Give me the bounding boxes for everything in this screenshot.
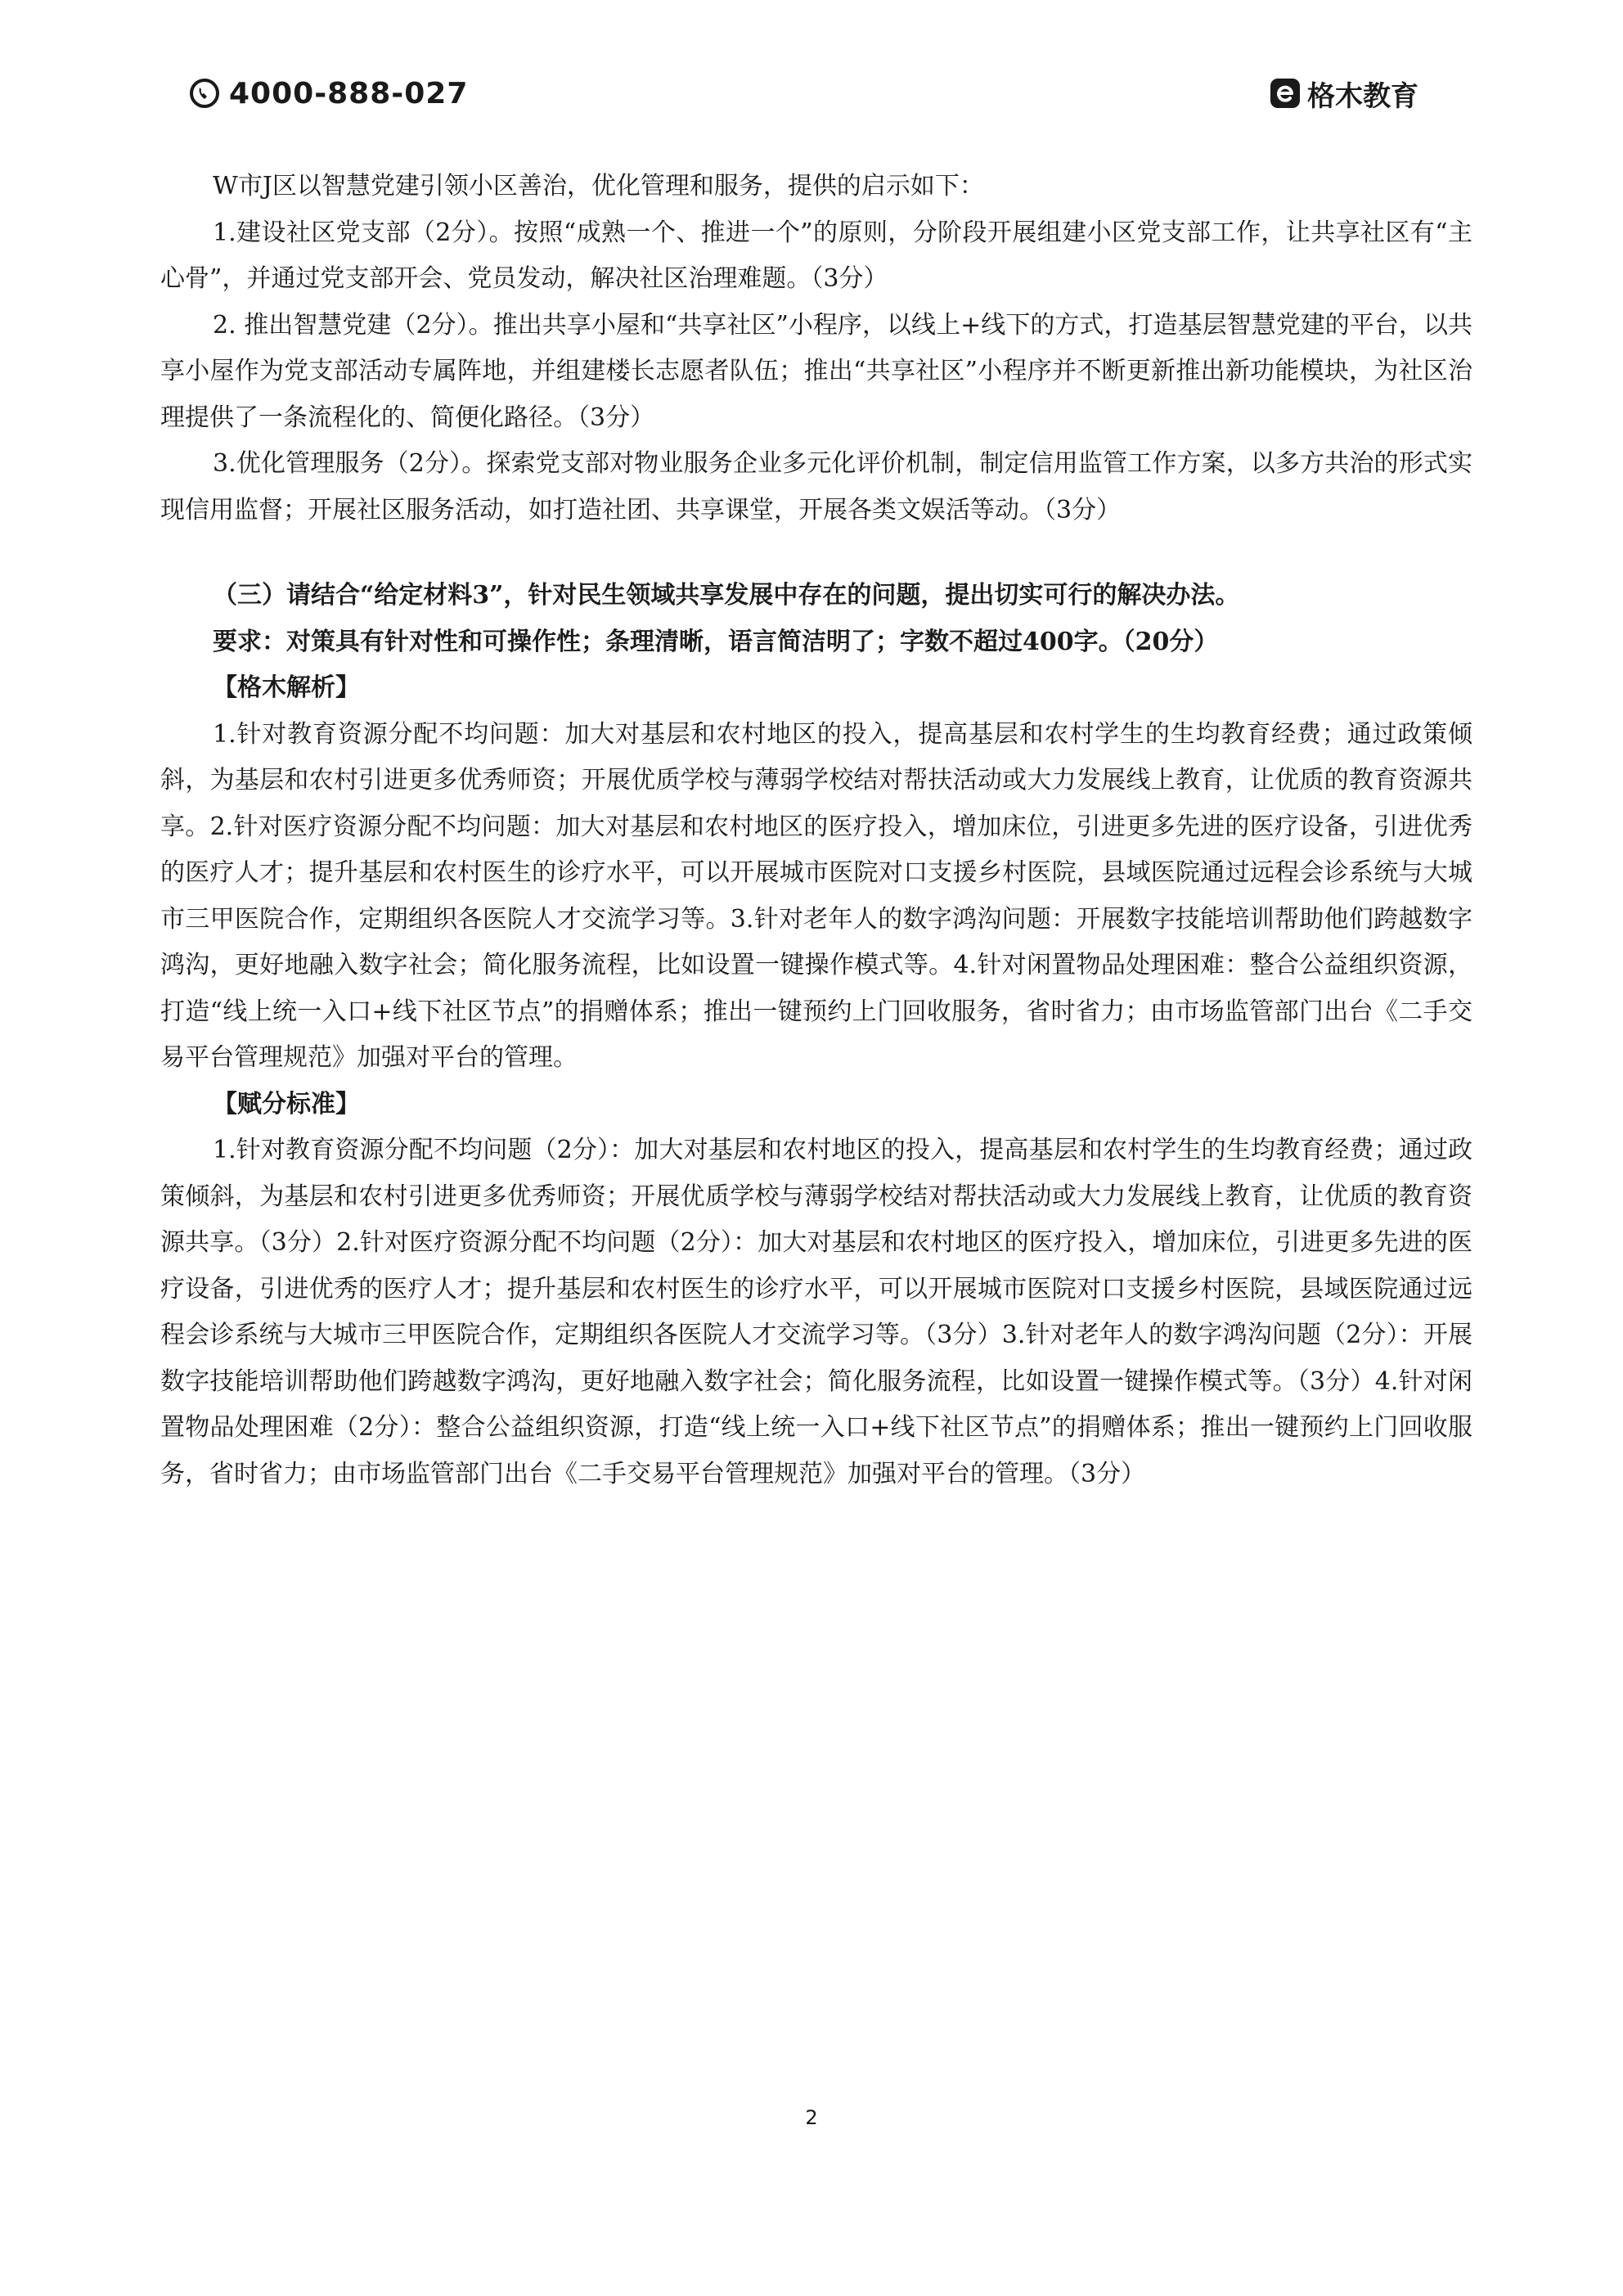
point-3-paragraph: 3.优化管理服务（2分）。探索党支部对物业服务企业多元化评价机制，制定信用监管工作方案，以多方共治的形式实现信用监督；开展社区服务活动，如打造社团、共享课堂，开展各类文娱活等动。（3分） — [160, 449, 1472, 524]
point-1-paragraph: 1.建设社区党支部（2分）。按照“成熟一个、推进一个”的原则，分阶段开展组建小区党支部工作，让共享社区有“主心骨”，并通过党支部开会、党员发动，解决社区治理难题。（3分） — [160, 218, 1472, 293]
page-header — [0, 0, 1623, 131]
question-title: （三）请结合“给定材料3”，针对民生领域共享发展中存在的问题，提出切实可行的解决办法。 — [213, 581, 1240, 610]
phone-icon — [188, 77, 221, 110]
phone-contact — [188, 70, 468, 116]
point-2-paragraph: 2. 推出智慧党建（2分）。推出共享小屋和“共享社区”小程序，以线上+线下的方式，打造基层智慧党建的平台，以共享小屋作为党支部活动专属阵地，并组建楼长志愿者队伍；推出“共享社区”小程序并不断更新推出新功能模块，为社区治理提供了一条流程化的、简便化路径。（3分） — [160, 310, 1472, 432]
brand-logo-icon — [1270, 78, 1301, 109]
scoring-heading: 【赋分标准】 — [213, 1089, 360, 1119]
document-body — [160, 164, 1472, 1497]
question-requirement: 要求：对策具有针对性和可操作性；条理清晰，语言简洁明了；字数不超过400字。（20分） — [213, 627, 1219, 656]
intro-paragraph: W市J区以智慧党建引领小区善治，优化管理和服务，提供的启示如下： — [213, 172, 984, 200]
analysis-heading: 【格木解析】 — [213, 673, 360, 702]
analysis-paragraph: 1.针对教育资源分配不均问题：加大对基层和农村地区的投入，提高基层和农村学生的生均教育经费；通过政策倾斜，为基层和农村引进更多优秀师资；开展优质学校与薄弱学校结对帮扶活动或大力发展线上教育，让优质的教育资源共享。2.针对医疗资源分配不均问题：加大对基层和农村地区的医疗投入，增加床位，引进更多先进的医疗设备，引进优秀的医疗人才；提升基层和农村医生的诊疗水平，可以开展城市医院对口支援乡村医院，县域医院通过远程会诊系统与大城市三甲医院合作，定期组织各医院人才交流学习等。3.针对老年人的数字鸿沟问题：开展数字技能培训帮助他们跨越数字鸿沟，更好地融入数字社会；简化服务流程，比如设置一键操作模式等。4.针对闲置物品处理困难：整合公益组织资源，打造“线上统一入口+线下社区节点”的捐赠体系；推出一键预约上门回收服务，省时省力；由市场监管部门出台《二手交易平台管理规范》加强对平台的管理。 — [160, 719, 1472, 1072]
page-number: 2 — [805, 2106, 818, 2129]
brand — [1270, 70, 1418, 116]
scoring-paragraph: 1.针对教育资源分配不均问题（2分）：加大对基层和农村地区的投入，提高基层和农村学生的生均教育经费；通过政策倾斜，为基层和农村引进更多优秀师资；开展优质学校与薄弱学校结对帮扶活动或大力发展线上教育，让优质的教育资源共享。（3分）2.针对医疗资源分配不均问题（2分）：加大对基层和农村地区的医疗投入，增加床位，引进更多先进的医疗设备，引进优秀的医疗人才；提升基层和农村医生的诊疗水平，可以开展城市医院对口支援乡村医院，县域医院通过远程会诊系统与大城市三甲医院合作，定期组织各医院人才交流学习等。（3分）3.针对老年人的数字鸿沟问题（2分）：开展数字技能培训帮助他们跨越数字鸿沟，更好地融入数字社会；简化服务流程，比如设置一键操作模式等。（3分）4.针对闲置物品处理困难（2分）：整合公益组织资源，打造“线上统一入口+线下社区节点”的捐赠体系；推出一键预约上门回收服务，省时省力；由市场监管部门出台《二手交易平台管理规范》加强对平台的管理。（3分） — [160, 1136, 1472, 1488]
brand-name: 格木教育 — [1307, 79, 1418, 113]
phone-number: 4000-888-027 — [229, 76, 469, 110]
section-gap — [160, 533, 1472, 573]
